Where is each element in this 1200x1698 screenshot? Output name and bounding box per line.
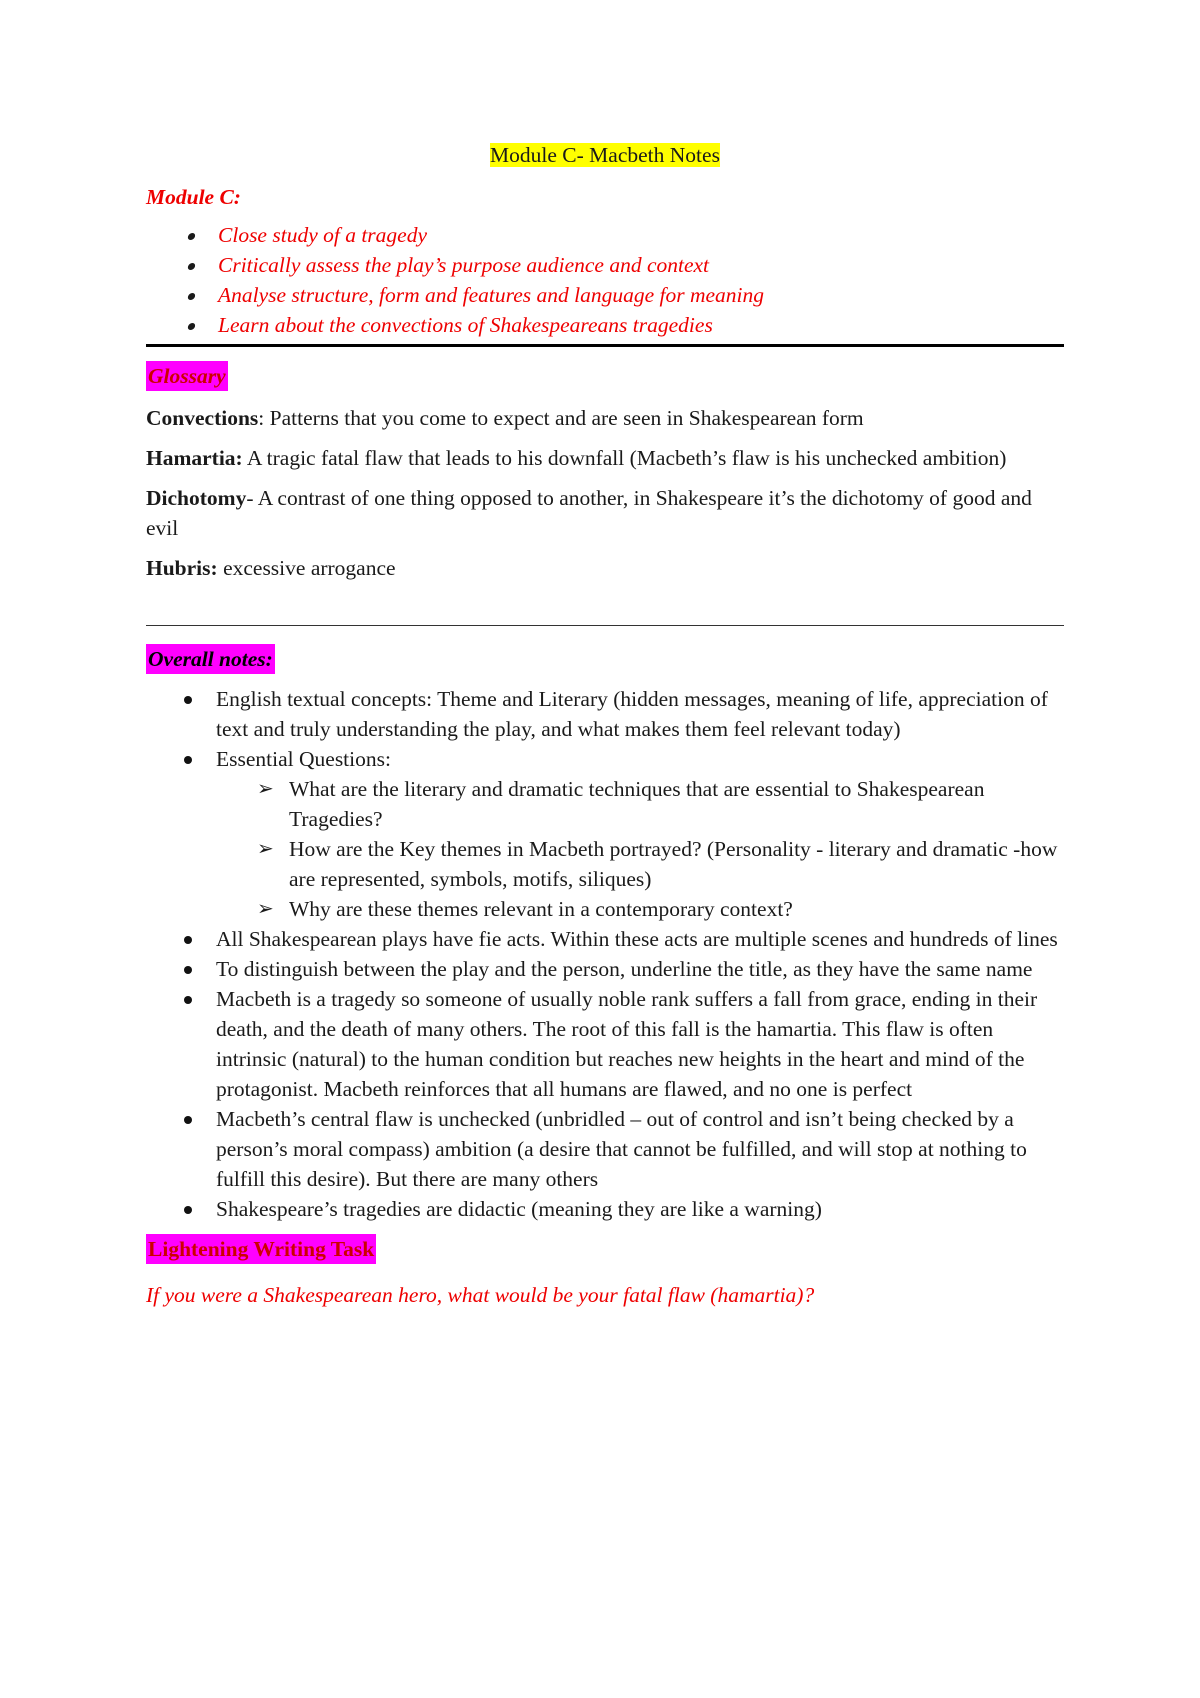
bullet-icon [184, 1206, 192, 1214]
arrow-bullet-icon: ➢ [257, 838, 274, 860]
bullet-icon [184, 1116, 192, 1124]
list-item: Shakespeare’s tragedies are didactic (meaning they are like a warning) [216, 1194, 1064, 1224]
bullet-icon [187, 233, 196, 240]
glossary-entry: Dichotomy- A contrast of one thing opposed to another, in Shakespeare it’s the dichotomy of good and evil [146, 486, 1032, 540]
bullet-icon [187, 293, 196, 300]
overall-notes-section [146, 644, 1064, 674]
glossary-section [146, 361, 1064, 391]
list-item: ➢ Why are these themes relevant in a contemporary context? [289, 894, 1064, 924]
module-heading: Module C: [146, 185, 241, 209]
list-item: Critically assess the play’s purpose audience and context [184, 250, 1064, 280]
glossary-heading: Glossary [146, 361, 228, 391]
essential-questions-list [216, 774, 1064, 924]
title-row [146, 140, 1064, 170]
glossary-entry: Hubris: excessive arrogance [146, 556, 396, 580]
arrow-bullet-icon: ➢ [257, 898, 274, 920]
glossary-entry: Convections: Patterns that you come to expect and are seen in Shakespearean form [146, 406, 864, 430]
writing-task-heading: Lightening Writing Task [146, 1234, 376, 1264]
bullet-icon [184, 996, 192, 1004]
overall-notes-heading: Overall notes: [146, 644, 275, 674]
list-item: English textual concepts: Theme and Literary (hidden messages, meaning of life, appreciation of text and truly understanding the play, and what makes them feel relevant today) [216, 684, 1064, 744]
divider [146, 625, 1064, 626]
list-item: All Shakespearean plays have fie acts. Within these acts are multiple scenes and hundreds of lines [216, 924, 1064, 954]
list-item: Learn about the convections of Shakespeareans tragedies [184, 310, 1064, 340]
glossary-entry: Hamartia: A tragic fatal flaw that leads to his downfall (Macbeth’s flaw is his unchecked ambition) [146, 446, 1007, 470]
bullet-icon [184, 936, 192, 944]
document-page [146, 140, 1064, 1310]
list-item: Macbeth is a tragedy so someone of usually noble rank suffers a fall from grace, ending in their death, and the death of many others. The root of this fall is the hamartia. This flaw is often intrinsic (natural) to the human condition but reaches new heights in the heart and mind of the protagonist. Macbeth reinforces that all humans are flawed, and no one is perfect [216, 984, 1064, 1104]
bullet-icon [187, 323, 196, 330]
list-item: ➢ What are the literary and dramatic techniques that are essential to Shakespearean Tragedies? [289, 774, 1064, 834]
arrow-bullet-icon: ➢ [257, 778, 274, 800]
bullet-icon [184, 966, 192, 974]
notes-list [146, 684, 1064, 1224]
list-item: To distinguish between the play and the person, underline the title, as they have the same name [216, 954, 1064, 984]
list-item: Analyse structure, form and features and language for meaning [184, 280, 1064, 310]
bullet-icon [184, 696, 192, 704]
writing-task-question: If you were a Shakespearean hero, what would be your fatal flaw (hamartia)? [146, 1283, 815, 1307]
bullet-icon [187, 263, 196, 270]
list-item: Macbeth’s central flaw is unchecked (unbridled – out of control and isn’t being checked by a person’s moral compass) ambition (a desire that cannot be fulfilled, and will stop at nothing to fulfill this desire). But there are many others [216, 1104, 1064, 1194]
list-item: ➢ How are the Key themes in Macbeth portrayed? (Personality - literary and dramatic -how are represented, symbols, motifs, siliques) [289, 834, 1064, 894]
list-item: Close study of a tragedy [184, 220, 1064, 250]
module-points-list [146, 220, 1064, 347]
bullet-icon [184, 756, 192, 764]
document-title: Module C- Macbeth Notes [490, 143, 720, 167]
glossary-list [146, 403, 1064, 583]
list-item: Essential Questions: ➢ What are the literary and dramatic techniques that are essential to Shakespearean Tragedies? ➢ How are the Key themes in Macbeth portrayed? (Personality - literary and dramatic -how are represented, symbols, motifs, siliques) ➢ Why are these themes relevant in a contemporary context? [216, 744, 1064, 924]
